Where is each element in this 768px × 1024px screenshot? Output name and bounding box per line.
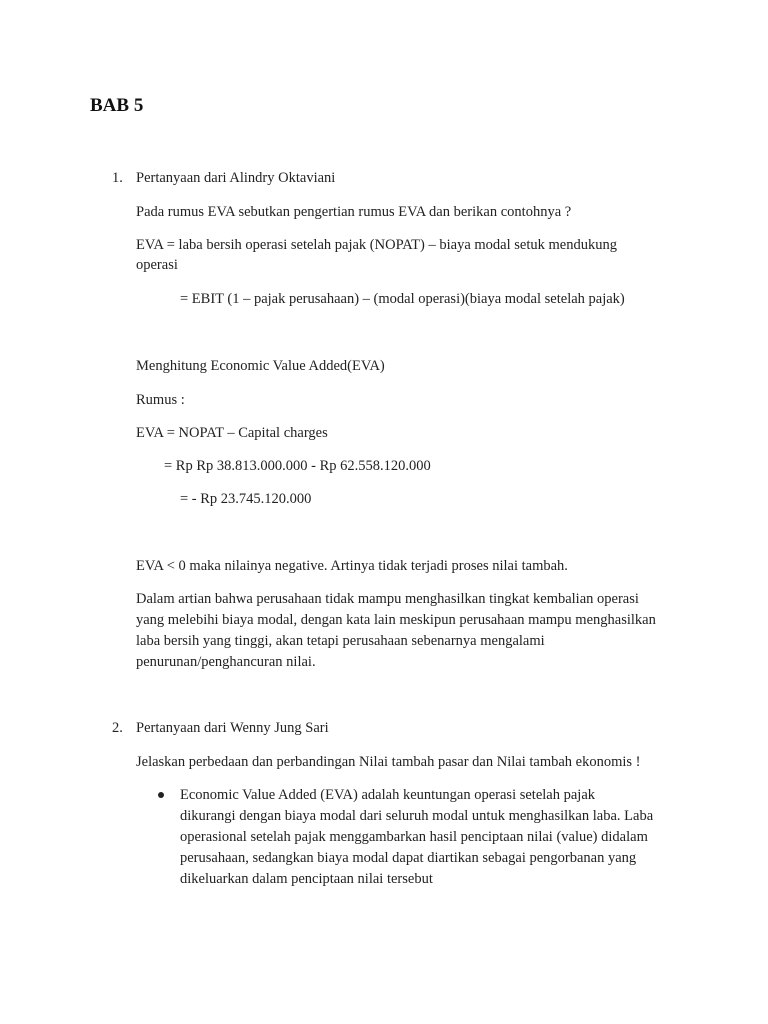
explanation-line: penurunan/penghancuran nilai. — [136, 654, 316, 670]
explanation-line: laba bersih yang tinggi, akan tetapi perusahaan sebenarnya mengalami — [136, 633, 545, 649]
chapter-heading: BAB 5 — [90, 95, 144, 116]
explanation-line: yang melebihi biaya modal, dengan kata lain meskipun perusahaan mampu menghasilkan — [136, 612, 656, 628]
question-1-number: 1. — [112, 170, 123, 186]
calc-step-1: = Rp Rp 38.813.000.000 - Rp 62.558.120.000 — [164, 458, 431, 474]
eva-definition-line-2: operasi — [136, 257, 178, 273]
explanation-line: Dalam artian bahwa perusahaan tidak mampu menghasilkan tingkat kembalian operasi — [136, 591, 639, 607]
bullet-line: dikeluarkan dalam penciptaan nilai tersebut — [180, 871, 433, 887]
calc-step-2: = - Rp 23.745.120.000 — [180, 491, 312, 507]
rumus-label: Rumus : — [136, 392, 185, 408]
bullet-icon — [158, 792, 164, 798]
question-2-number: 2. — [112, 720, 123, 736]
question-2-text: Jelaskan perbedaan dan perbandingan Nilai tambah pasar dan Nilai tambah ekonomis ! — [136, 754, 641, 770]
bullet-line: Economic Value Added (EVA) adalah keuntungan operasi setelah pajak — [180, 787, 595, 803]
question-1-text: Pada rumus EVA sebutkan pengertian rumus EVA dan berikan contohnya ? — [136, 204, 572, 220]
question-1-title: Pertanyaan dari Alindry Oktaviani — [136, 170, 336, 186]
eva-definition-line-1: EVA = laba bersih operasi setelah pajak (NOPAT) – biaya modal setuk mendukung — [136, 237, 617, 253]
eva-formula-expanded: = EBIT (1 – pajak perusahaan) – (modal operasi)(biaya modal setelah pajak) — [180, 291, 625, 307]
bullet-line: perusahaan, sedangkan biaya modal dapat diartikan sebagai pengorbanan yang — [180, 850, 637, 866]
question-2-title: Pertanyaan dari Wenny Jung Sari — [136, 720, 329, 736]
bullet-line: operasional setelah pajak menggambarkan hasil penciptaan nilai (value) didalam — [180, 829, 648, 845]
calc-title: Menghitung Economic Value Added(EVA) — [136, 358, 385, 374]
bullet-line: dikurangi dengan biaya modal dari seluruh modal untuk menghasilkan laba. Laba — [180, 808, 654, 824]
eva-conclusion: EVA < 0 maka nilainya negative. Artinya tidak terjadi proses nilai tambah. — [136, 558, 568, 574]
eva-formula: EVA = NOPAT – Capital charges — [136, 425, 328, 441]
